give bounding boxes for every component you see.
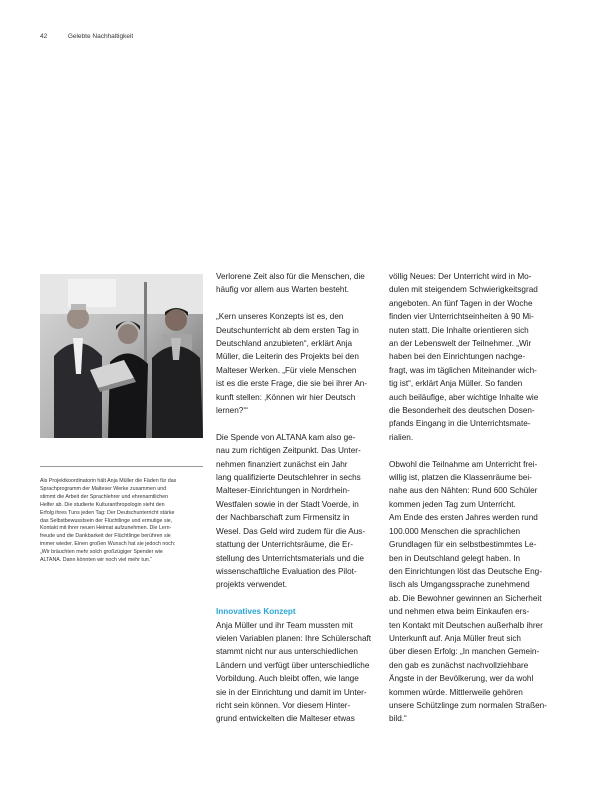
text-line: Malteser-Einrichtungen in Nordrhein- (216, 486, 350, 496)
text-line: völlig Neues: Der Unterricht wird in Mo- (389, 272, 532, 281)
text-line: tig ist“, erklärt Anja Müller. So fanden (389, 379, 523, 389)
text-line: stattung der Unterrichtsräume, die Er- (216, 540, 353, 550)
text-line: Müller, die Leiterin des Projekts bei den (216, 352, 359, 362)
text-line: über diesen Erfolg: „In manchen Gemein- (389, 647, 540, 657)
paragraph-gap (389, 444, 561, 457)
text-line: haben bei den Einrichtungen nachge- (389, 352, 526, 362)
text-line: Unterkunft auf. Anja Müller freut sich (389, 633, 521, 643)
text-line: sie in der Einrichtung und damit im Unter- (216, 687, 367, 697)
text-line: projekts verwendet. (216, 580, 287, 590)
caption-line: stimmt die Arbeit der Sprachlehrer und ehrenamtlichen (40, 493, 169, 500)
text-line: Grundlagen für ein selbstbestimmtes Le- (389, 540, 537, 550)
caption-line: „Wir bräuchten mehr solch großzügiger Spender wie (40, 549, 163, 556)
text-line: Malteser Werken. „Für viele Menschen (216, 365, 357, 375)
text-line: „Kern unseres Konzepts ist es, den (216, 312, 344, 322)
caption-line: immer wieder. Einen großen Wunsch hat sie jedoch noch: (40, 541, 176, 548)
text-line: finden vier Unterrichtseinheiten à 90 Mi- (389, 312, 534, 322)
text-line: pfands Eingang in die Unterrichtsmate- (389, 419, 531, 429)
text-line: Verlorene Zeit also für die Menschen, die (216, 272, 365, 281)
caption-line: das Selbstbewusstsein der Flüchtlinge und ermutige sie, (40, 517, 173, 524)
paragraph-gap (216, 417, 384, 430)
caption-line: Als Projektkoordinatorin hält Anja Müller die Fäden für das (40, 478, 177, 484)
text-line: Wesel. Das Geld wird zudem für die Aus- (216, 526, 366, 536)
caption-line: Helfer ab. Die studierte Kulturanthropologin sieht den (40, 501, 165, 508)
text-line: ist es die erste Frage, die sie bei ihrer An- (216, 379, 368, 389)
paragraph-gap (216, 592, 384, 605)
text-line: Anja Müller und ihr Team mussten mit (216, 620, 353, 630)
text-line: wissenschaftliche Evaluation des Pilot- (216, 566, 357, 576)
page-number: 42 (40, 33, 48, 40)
text-line: angeboten. An fünf Tagen in der Woche (389, 298, 533, 308)
text-line: Westfalen sowie in der Stadt Voerde, in (216, 499, 359, 509)
text-line: und nehmen etwa beim Einkaufen ers- (389, 607, 530, 617)
photo-three-people-reading-document-icon (40, 274, 203, 438)
text-line: bild.“ (389, 714, 407, 724)
text-line: stellung des Unterrichtsmaterials und die (216, 553, 364, 563)
text-line: willig ist, platzen die Klassenräume bei- (389, 473, 532, 483)
photo (40, 274, 203, 438)
text-line: vielen Variablen planen: Ihre Schülerschaft (216, 633, 372, 643)
text-line: nau zum richtigen Zeitpunkt. Das Unter- (216, 446, 361, 456)
text-line: Deutschunterricht ab dem ersten Tag in (216, 325, 359, 335)
text-line: lisch als Umgangssprache zunehmend (389, 580, 530, 590)
text-line: kunft stellen: ‚Können wir hier Deutsch (216, 392, 356, 402)
text-line: Am Ende des ersten Jahres werden rund (389, 513, 538, 523)
caption-line: Sprachprogramm der Malteser Werke zusammen und (40, 485, 167, 492)
text-line: grund entwickelten die Malteser etwas (216, 714, 355, 724)
text-line: lang qualifizierte Deutschlehrer in sechs (216, 473, 361, 483)
text-line: Ängste in der Bevölkerung, wer da wohl (389, 674, 534, 684)
photo-caption (40, 478, 205, 565)
text-line: die Besonderheit des deutschen Dosen- (389, 406, 535, 416)
text-line: nuten statt. Die Inhalte orientieren sich (389, 325, 529, 335)
text-line: Die Spende von ALTANA kam also ge- (216, 432, 356, 442)
text-line: Vorbildung. Auch bleibt offen, wie lange (216, 674, 359, 684)
text-line: der Nachbarschaft zum Firmensitz in (216, 513, 350, 523)
text-line: den gab es zunächst nachvollziehbare (389, 660, 529, 670)
text-line: häufig vor allem aus Warten besteht. (216, 285, 350, 295)
text-line: Ländern und verfügt über unterschiedliche (216, 660, 370, 670)
caption-line: Kontakt mit ihrer neuen Heimat aufzunehmen. Die Lern- (40, 525, 172, 532)
subheading: Innovatives Konzept (216, 607, 296, 617)
text-line: ben in Deutschland gelegt haben. In (389, 553, 521, 563)
text-line: Obwohl die Teilnahme am Unterricht frei- (389, 459, 538, 469)
text-line: nahe aus den Nähten: Rund 600 Schüler (389, 486, 538, 496)
text-line: kommen würde. Mittlerweile gehören (389, 687, 523, 697)
text-line: an der Lebenswelt der Teilnehmer. „Wir (389, 339, 532, 349)
text-line: ten Kontakt mit Deutschen außerhalb ihrer (389, 620, 543, 630)
text-line: nehmen finanziert zunächst ein Jahr (216, 459, 348, 469)
caption-line: ALTANA. Dann könnten wir noch viel mehr tun.“ (40, 557, 152, 564)
text-line: stammt nicht nur aus unterschiedlichen (216, 647, 358, 657)
text-line: 100.000 Menschen die sprachlichen (389, 526, 521, 536)
paragraph-gap (216, 297, 384, 310)
text-line: dulen mit steigendem Schwierigkeitsgrad (389, 285, 538, 295)
caption-line: Erfolg ihres Tuns jeden Tag: Der Deutschunterricht stärke (40, 509, 175, 516)
text-line: den Einrichtungen löst das Deutsche Eng- (389, 566, 542, 576)
text-line: rialien. (389, 432, 414, 442)
text-line: unsere Schützlinge zum normalen Straßen- (389, 700, 547, 710)
text-line: richt sein können. Vor diesem Hinter- (216, 700, 351, 710)
text-line: ab. Die Bewohner gewinnen an Sicherheit (389, 593, 542, 603)
text-line: Deutschland anzubieten“, erklärt Anja (216, 339, 353, 349)
text-line: fragt, was im täglichen Miteinander wich- (389, 365, 537, 375)
caption-line: freude und die Dankbarkeit der Flüchtlinge berühren sie (40, 533, 171, 540)
section-title: Gelebte Nachhaltigkeit (67, 33, 134, 40)
text-line: kommen jeden Tag zum Unterricht. (389, 499, 516, 509)
text-line: auch beiläufige, aber wichtige Inhalte wie (389, 392, 539, 402)
text-column-left (216, 270, 384, 726)
caption-divider (40, 466, 203, 467)
page-header (40, 33, 133, 40)
text-line: lernen?‘“ (216, 406, 248, 416)
text-column-right (389, 270, 561, 726)
